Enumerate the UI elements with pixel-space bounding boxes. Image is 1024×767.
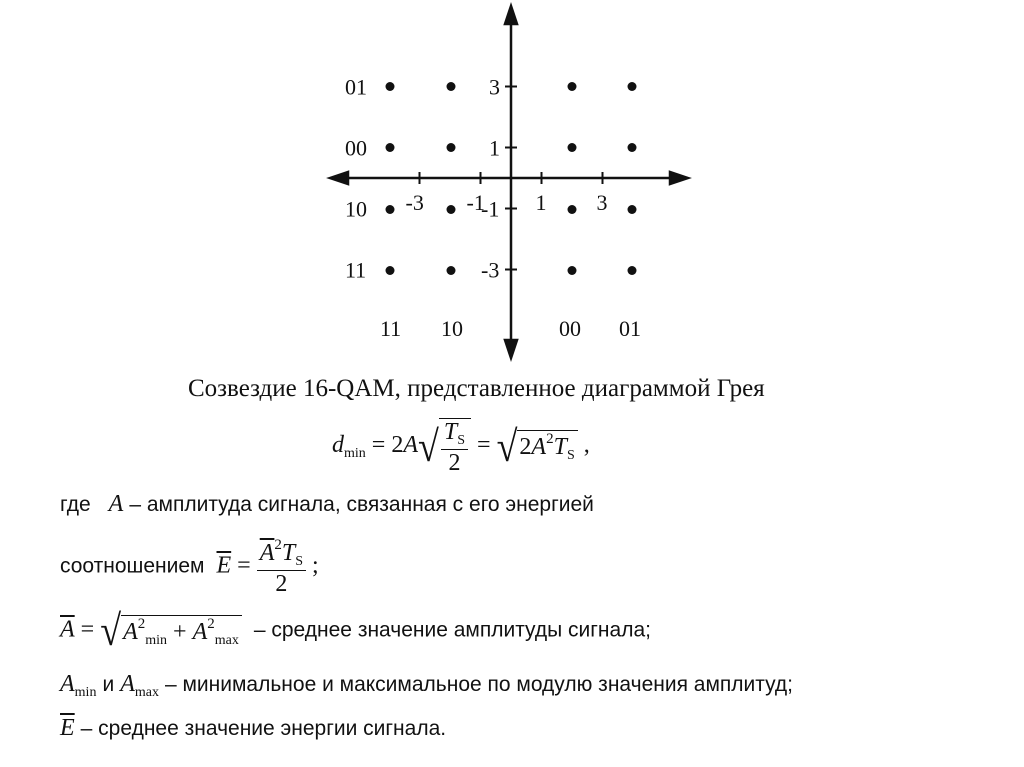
dmin-inner-T-sub: S (566, 448, 575, 463)
dmin-den: 2 (448, 450, 461, 476)
mean-amp-plus: + (173, 618, 187, 645)
column-gray-code: 11 (380, 316, 402, 341)
relation-lhs: $\overline{E}$ (216, 552, 232, 579)
constellation-point (447, 82, 456, 91)
y-axis-up-arrow-icon (505, 6, 517, 24)
constellation-point (447, 205, 456, 214)
column-gray-code: 00 (559, 316, 581, 341)
row-gray-code: 11 (345, 257, 367, 283)
dmin-end: , (583, 432, 590, 459)
constellation-point (628, 143, 637, 152)
x-tick-label: -3 (405, 190, 424, 215)
minmax-a1: A (60, 671, 75, 697)
minmax-line (60, 672, 793, 700)
dmin-amplitude: A (403, 432, 418, 459)
mean-amp-text: – среднее значение амплитуды сигнала; (253, 618, 651, 642)
minmax-text: – минимальное и максимальное по модулю значения амплитуд; (164, 673, 793, 696)
dmin-inner-T: T (553, 434, 567, 460)
relation-eq: = (237, 552, 251, 579)
dmin-inner-sup: 2 (546, 431, 554, 447)
constellation-point (386, 266, 395, 275)
axes (330, 6, 688, 358)
minmax-a2-sub: max (134, 685, 159, 700)
constellation-point (568, 143, 577, 152)
dmin-inner-A: A (531, 434, 547, 460)
constellation-point (628, 82, 637, 91)
energy-symbol: $\overline{E}$ (60, 715, 75, 741)
where-prefix: где (60, 493, 91, 516)
relation-den: 2 (275, 571, 288, 597)
constellation-point (568, 266, 577, 275)
x-tick-label: 3 (596, 190, 608, 215)
y-tick-label: 3 (489, 74, 500, 100)
relation-num-T-sub: S (295, 554, 304, 569)
dmin-subscript: min (344, 446, 366, 462)
mean-amp-t1-sub: min (145, 632, 168, 648)
constellation-point (568, 205, 577, 214)
minmax-a2: A (120, 671, 135, 697)
row-gray-code: 10 (345, 196, 367, 222)
mean-amp-lhs: $\overline{A}$ (60, 616, 75, 643)
mean-amp-eq: = (80, 616, 95, 643)
relation-num-sup: 2 (274, 537, 282, 553)
dmin-eq2: = (477, 432, 491, 459)
relation-num-A: $\overline{A}$ (259, 540, 275, 566)
x-tick-label: 1 (535, 190, 547, 215)
energy-line (60, 716, 446, 740)
formula-dmin (332, 418, 590, 475)
y-axis-down-arrow-icon (505, 340, 517, 358)
sqrt3-icon: √ (100, 606, 122, 656)
where-text: – амплитуда сигнала, связанная с его энергией (129, 493, 594, 516)
y-tick-label: 1 (489, 135, 500, 161)
constellation-point (386, 143, 395, 152)
y-tick-label: -1 (481, 196, 500, 222)
row-gray-code: 01 (345, 74, 367, 100)
column-gray-code: 10 (441, 316, 463, 341)
dmin-symbol: d (332, 432, 344, 459)
constellation-point (386, 205, 395, 214)
row-gray-code: 00 (345, 135, 367, 161)
relation-line (60, 538, 319, 596)
mean-amp-t2-sub: max (214, 632, 239, 648)
sqrt2-icon: √ (496, 422, 518, 471)
mean-amp-t1: A (123, 618, 138, 645)
mean-amp-t2: A (192, 618, 208, 645)
where-symbol: A (108, 491, 124, 517)
relation-prefix: соотношением (60, 554, 205, 578)
x-tick-label: -1 (466, 190, 485, 215)
relation-end: ; (312, 552, 319, 579)
x-axis-left-arrow-icon (330, 172, 348, 184)
dmin-num: T (443, 419, 458, 445)
dmin-inner-2: 2 (519, 434, 532, 460)
qam-constellation-diagram (0, 0, 1024, 370)
constellation-point (386, 82, 395, 91)
where-line (60, 492, 594, 516)
y-tick-label: -3 (481, 257, 500, 283)
minmax-and: и (102, 673, 115, 696)
mean-amp-t2-sup: 2 (207, 615, 215, 632)
column-gray-code: 01 (619, 316, 641, 341)
mean-amplitude-line (60, 606, 651, 656)
mean-amp-t1-sup: 2 (137, 615, 146, 632)
sqrt-icon: √ (418, 422, 439, 471)
constellation-point (447, 143, 456, 152)
dmin-eq: = 2 (371, 432, 404, 459)
constellation-point (447, 266, 456, 275)
x-axis-right-arrow-icon (670, 172, 688, 184)
energy-text: – среднее значение энергии сигнала. (80, 717, 447, 740)
dmin-num-sub: S (457, 433, 466, 448)
constellation-point (628, 266, 637, 275)
relation-num-T: T (281, 540, 296, 566)
minmax-a1-sub: min (74, 685, 97, 700)
constellation-point (568, 82, 577, 91)
figure-caption: Созвездие 16-QAM, представленное диаграммой Грея (188, 375, 765, 402)
constellation-point (628, 205, 637, 214)
